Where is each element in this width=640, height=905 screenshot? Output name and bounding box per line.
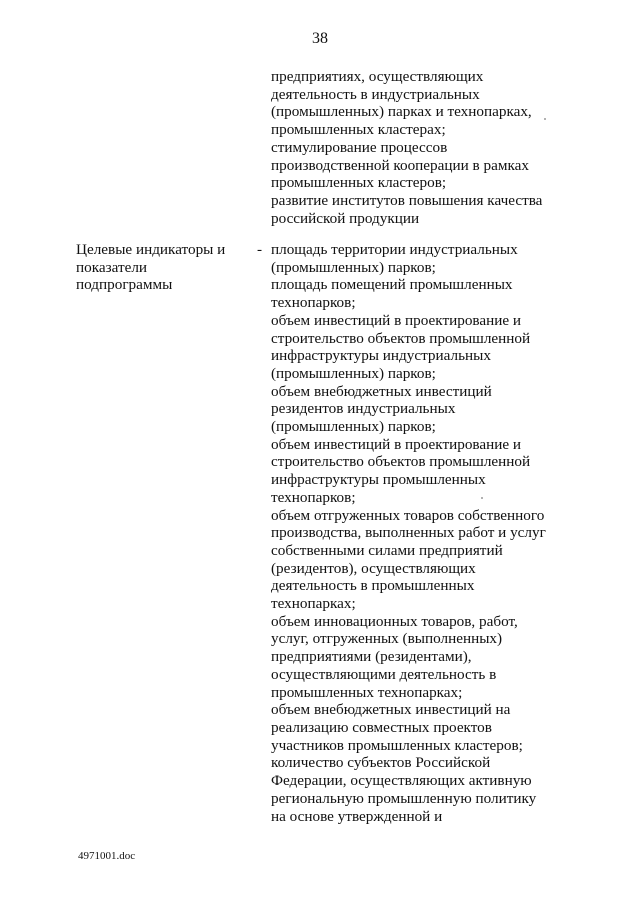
text-line: осуществляющими деятельность в [271, 665, 497, 683]
text-line: объем инновационных товаров, работ, [271, 612, 518, 630]
text-line: инфраструктуры индустриальных [271, 347, 491, 365]
text-line: объем отгруженных товаров собственного [271, 506, 545, 524]
text-line: количество субъектов Российской [271, 754, 491, 772]
text-line: (промышленных) парков; [271, 418, 436, 436]
text-line: технопарков; [271, 294, 356, 312]
scan-speck [544, 118, 546, 120]
text-line: деятельность в индустриальных [271, 85, 480, 103]
label-line: показатели [76, 258, 148, 276]
text-line: российской продукции [271, 209, 420, 227]
text-line: объем внебюджетных инвестиций на [271, 701, 511, 719]
text-line: площадь помещений промышленных [271, 276, 513, 294]
text-line: развитие институтов повышения качества [271, 191, 543, 209]
text-line: инфраструктуры промышленных [271, 471, 486, 489]
section-dash: - [257, 241, 263, 258]
text-line: (резидентов), осуществляющих [271, 559, 476, 577]
text-line: (промышленных) парков; [271, 258, 436, 276]
text-line: технопарках; [271, 595, 356, 613]
text-line: промышленных кластеров; [271, 174, 447, 192]
text-line: (промышленных) парков; [271, 364, 436, 382]
text-line: площадь территории индустриальных [271, 241, 518, 258]
text-line: объем внебюджетных инвестиций [271, 382, 492, 400]
section-content [271, 241, 546, 825]
continuation-text [271, 68, 542, 227]
text-line: объем инвестиций в проектирование и [271, 311, 522, 329]
text-line: предприятиях, осуществляющих [271, 68, 484, 85]
section-label [76, 241, 225, 294]
text-line: реализацию совместных проектов [271, 718, 492, 736]
text-line: участников промышленных кластеров; [271, 736, 523, 754]
text-line: объем инвестиций в проектирование и [271, 435, 522, 453]
text-line: строительство объектов промышленной [271, 453, 531, 471]
text-line: промышленных кластерах; [271, 121, 446, 139]
text-line: услуг, отгруженных (выполненных) [271, 630, 503, 648]
text-line: производственной кооперации в рамках [271, 156, 529, 174]
text-line: Федерации, осуществляющих активную [271, 772, 532, 790]
text-line: (промышленных) парках и технопарках, [271, 103, 532, 121]
page-number: 38 [312, 30, 328, 47]
text-line: производства, выполненных работ и услуг [271, 524, 546, 542]
text-line: строительство объектов промышленной [271, 329, 531, 347]
text-line: деятельность в промышленных [271, 577, 475, 595]
text-line: предприятиями (резидентами), [271, 648, 472, 666]
text-line: промышленных технопарках; [271, 683, 463, 701]
scan-speck [481, 497, 483, 499]
text-line: региональную промышленную политику [271, 789, 537, 807]
label-line: подпрограммы [76, 276, 173, 294]
text-line: резидентов индустриальных [271, 400, 456, 418]
text-line: стимулирование процессов [271, 138, 448, 156]
text-line: технопарков; [271, 488, 356, 506]
footer-filename: 4971001.doc [78, 850, 136, 862]
text-line: на основе утвержденной и [271, 807, 443, 825]
text-line: собственными силами предприятий [271, 541, 503, 559]
label-line: Целевые индикаторы и [76, 241, 226, 258]
